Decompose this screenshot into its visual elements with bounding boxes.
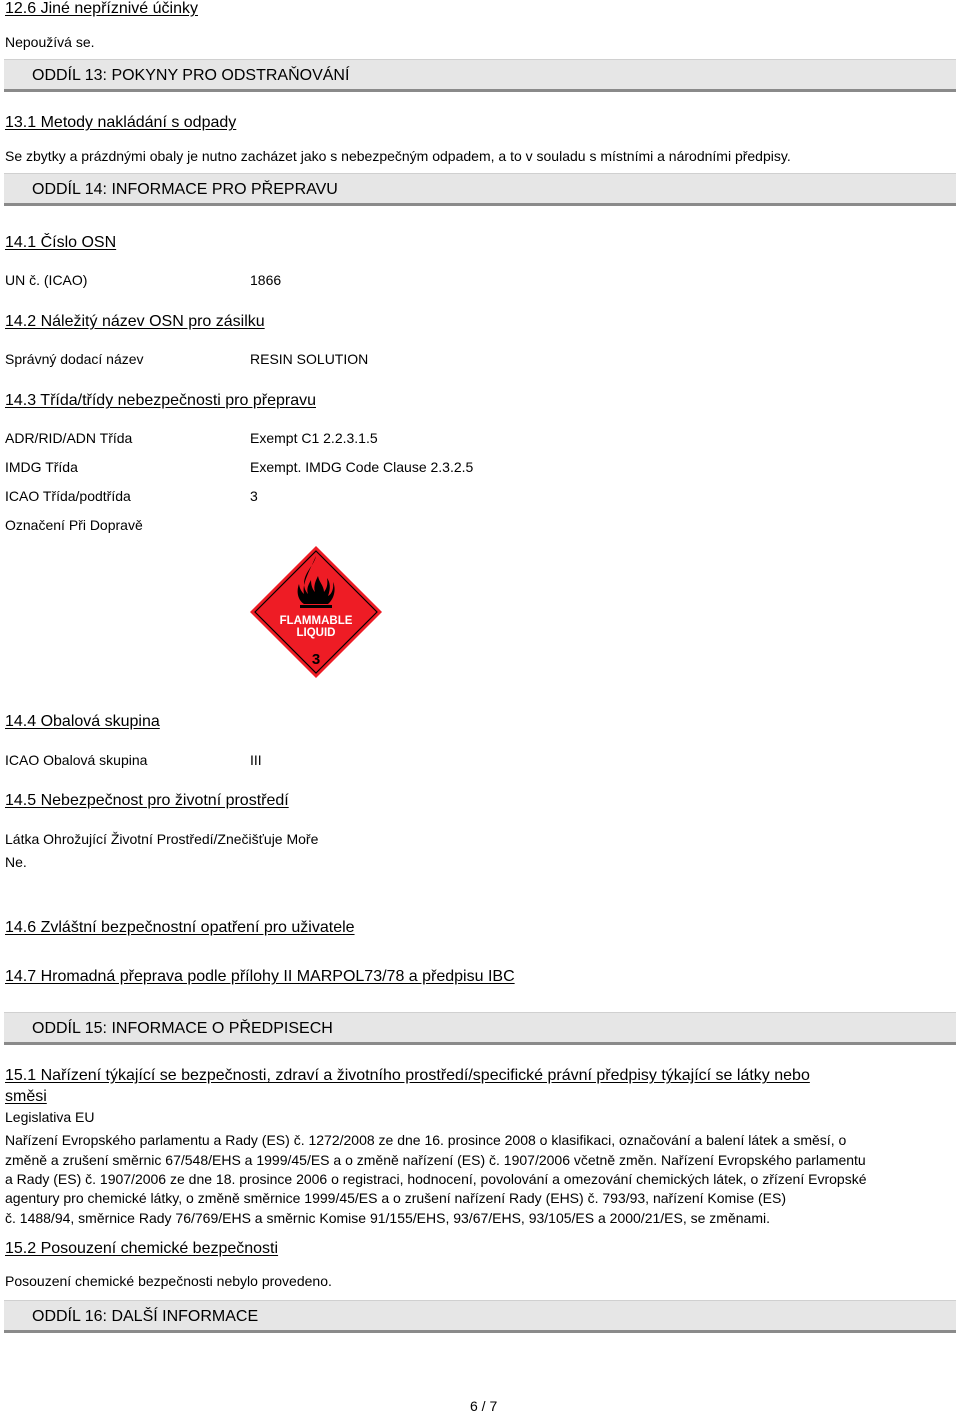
label-eu-legislation: Legislativa EU [5, 1109, 95, 1125]
section-13-header [4, 59, 956, 92]
pictogram-line1: FLAMMABLE [279, 615, 353, 627]
pictogram-line2: LIQUID [296, 627, 336, 639]
legislation-line-1: Nařízení Evropského parlamentu a Rady (ES) č. 1272/2008 ze dne 16. prosince 2008 o klasifikaci, označování a balení látek a směsí, o [5, 1132, 847, 1148]
value-marine-pollutant: Ne. [5, 854, 27, 870]
value-un-number: 1866 [250, 272, 282, 288]
legislation-line-3: a Rady (ES) č. 1907/2006 ze dne 18. prosince 2006 o registraci, hodnocení, povolování a omezování chemických látek, o zřízení Evropské [5, 1171, 867, 1187]
heading-15-1-line2: směsi [5, 1088, 47, 1105]
section-14-title: ODDÍL 14: INFORMACE PRO PŘEPRAVU [32, 181, 338, 198]
label-imdg-class: IMDG Třída [5, 459, 78, 475]
section-16-title: ODDÍL 16: DALŠÍ INFORMACE [32, 1308, 259, 1325]
label-transport-marking: Označení Při Dopravě [5, 517, 143, 533]
heading-12-6: 12.6 Jiné nepříznivé účinky [5, 0, 198, 17]
heading-14-3: 14.3 Třída/třídy nebezpečnosti pro přepravu [5, 392, 316, 409]
value-imdg-class: Exempt. IMDG Code Clause 2.3.2.5 [250, 459, 474, 475]
label-packing-group: ICAO Obalová skupina [5, 752, 148, 768]
heading-15-1-line1: 15.1 Nařízení týkající se bezpečnosti, zdraví a životního prostředí/specifické právní předpisy týkající se látky nebo [5, 1067, 810, 1084]
page-number: 6 / 7 [470, 1398, 498, 1414]
section-15-header [4, 1012, 956, 1045]
label-marine-pollutant: Látka Ohrožující Životní Prostředí/Znečišťuje Moře [5, 831, 319, 847]
heading-13-1: 13.1 Metody nakládání s odpady [5, 114, 237, 131]
heading-14-1: 14.1 Číslo OSN [5, 234, 117, 251]
section-15-title: ODDÍL 15: INFORMACE O PŘEDPISECH [32, 1020, 333, 1037]
text-12-6: Nepoužívá se. [5, 34, 95, 50]
legislation-line-4: agentury pro chemické látky, o změně směrnice 1999/45/ES a o zrušení nařízení Rady (EHS) č. 793/93, nařízení Komise (ES) [5, 1190, 786, 1206]
text-15-2: Posouzení chemické bezpečnosti nebylo provedeno. [5, 1273, 332, 1289]
heading-14-2: 14.2 Náležitý název OSN pro zásilku [5, 313, 265, 330]
label-adr-class: ADR/RID/ADN Třída [5, 430, 133, 446]
heading-15-2: 15.2 Posouzení chemické bezpečnosti [5, 1240, 279, 1257]
legislation-line-2: změně a zrušení směrnic 67/548/EHS a 1999/45/ES a o změně nařízení (ES) č. 1907/2006 včetně změn. Nařízení Evropského parlamentu [5, 1152, 866, 1168]
section-13-title: ODDÍL 13: POKYNY PRO ODSTRAŇOVÁNÍ [32, 67, 350, 84]
pictogram-class: 3 [311, 651, 321, 668]
label-shipping-name: Správný dodací název [5, 351, 144, 367]
heading-14-6: 14.6 Zvláštní bezpečnostní opatření pro uživatele [5, 919, 355, 936]
heading-14-7: 14.7 Hromadná přeprava podle přílohy II MARPOL73/78 a předpisu IBC [5, 968, 515, 985]
value-adr-class: Exempt C1 2.2.3.1.5 [250, 430, 378, 446]
section-14-header [4, 173, 956, 206]
flammable-liquid-pictogram [248, 544, 384, 680]
section-16-header [4, 1300, 956, 1333]
heading-14-4: 14.4 Obalová skupina [5, 713, 160, 730]
legislation-line-5: č. 1488/94, směrnice Rady 76/769/EHS a směrnic Komise 91/155/EHS, 93/67/EHS, 93/105/ES a 2000/21/ES, se změnami. [5, 1210, 770, 1226]
text-13-1: Se zbytky a prázdnými obaly je nutno zacházet jako s nebezpečným odpadem, a to v souladu s místními a národními předpisy. [5, 148, 791, 164]
label-un-number: UN č. (ICAO) [5, 272, 88, 288]
value-packing-group: III [250, 752, 262, 768]
value-shipping-name: RESIN SOLUTION [250, 351, 369, 367]
value-icao-class: 3 [250, 488, 258, 504]
label-icao-class: ICAO Třída/podtřída [5, 488, 131, 504]
heading-14-5: 14.5 Nebezpečnost pro životní prostředí [5, 792, 289, 809]
